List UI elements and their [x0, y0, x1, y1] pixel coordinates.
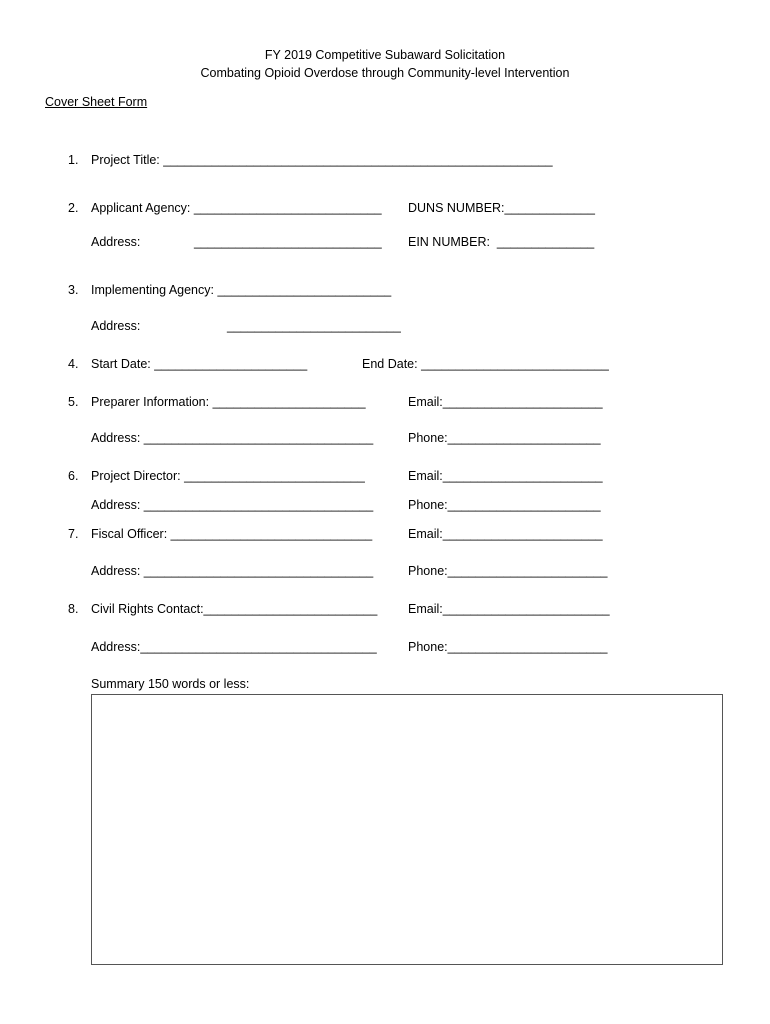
- ein-number-field[interactable]: EIN NUMBER: ______________: [408, 235, 595, 249]
- civil-rights-phone-field[interactable]: Phone:_______________________: [408, 640, 608, 654]
- item-number-4: 4.: [68, 357, 79, 371]
- start-date-field[interactable]: Start Date: ______________________: [91, 357, 308, 371]
- fiscal-phone-field[interactable]: Phone:_______________________: [408, 564, 608, 578]
- applicant-address-label: Address:: [91, 235, 141, 249]
- preparer-email-field[interactable]: Email:_______________________: [408, 395, 603, 409]
- item-number-1: 1.: [68, 153, 79, 167]
- fiscal-officer-field[interactable]: Fiscal Officer: _____________________________: [91, 527, 373, 541]
- implementing-address-label: Address:: [91, 319, 141, 333]
- duns-number-field[interactable]: DUNS NUMBER:_____________: [408, 201, 595, 215]
- summary-label: Summary 150 words or less:: [91, 677, 250, 691]
- form-title: Cover Sheet Form: [45, 95, 148, 109]
- director-email-field[interactable]: Email:_______________________: [408, 469, 603, 483]
- preparer-address-field[interactable]: Address: _________________________________: [91, 431, 374, 445]
- fiscal-email-field[interactable]: Email:_______________________: [408, 527, 603, 541]
- director-address-field[interactable]: Address: _________________________________: [91, 498, 374, 512]
- civil-rights-address-field[interactable]: Address:__________________________________: [91, 640, 377, 654]
- summary-textbox[interactable]: [91, 694, 723, 965]
- item-number-2: 2.: [68, 201, 79, 215]
- preparer-information-field[interactable]: Preparer Information: ______________________: [91, 395, 366, 409]
- project-title-field[interactable]: Project Title: ________________________________________________________: [91, 153, 553, 167]
- preparer-phone-field[interactable]: Phone:______________________: [408, 431, 601, 445]
- implementing-address-field[interactable]: _________________________: [227, 319, 401, 333]
- end-date-field[interactable]: End Date: ___________________________: [362, 357, 609, 371]
- fiscal-address-field[interactable]: Address: _________________________________: [91, 564, 374, 578]
- solicitation-subtitle: Combating Opioid Overdose through Community-level Intervention: [200, 66, 570, 80]
- applicant-address-field[interactable]: ___________________________: [194, 235, 382, 249]
- item-number-3: 3.: [68, 283, 79, 297]
- item-number-5: 5.: [68, 395, 79, 409]
- solicitation-title: FY 2019 Competitive Subaward Solicitation: [264, 48, 506, 62]
- applicant-agency-field[interactable]: Applicant Agency: ___________________________: [91, 201, 382, 215]
- civil-rights-email-field[interactable]: Email:________________________: [408, 602, 610, 616]
- implementing-agency-field[interactable]: Implementing Agency: _________________________: [91, 283, 392, 297]
- director-phone-field[interactable]: Phone:______________________: [408, 498, 601, 512]
- item-number-6: 6.: [68, 469, 79, 483]
- item-number-7: 7.: [68, 527, 79, 541]
- project-director-field[interactable]: Project Director: __________________________: [91, 469, 365, 483]
- civil-rights-contact-field[interactable]: Civil Rights Contact:_________________________: [91, 602, 378, 616]
- item-number-8: 8.: [68, 602, 79, 616]
